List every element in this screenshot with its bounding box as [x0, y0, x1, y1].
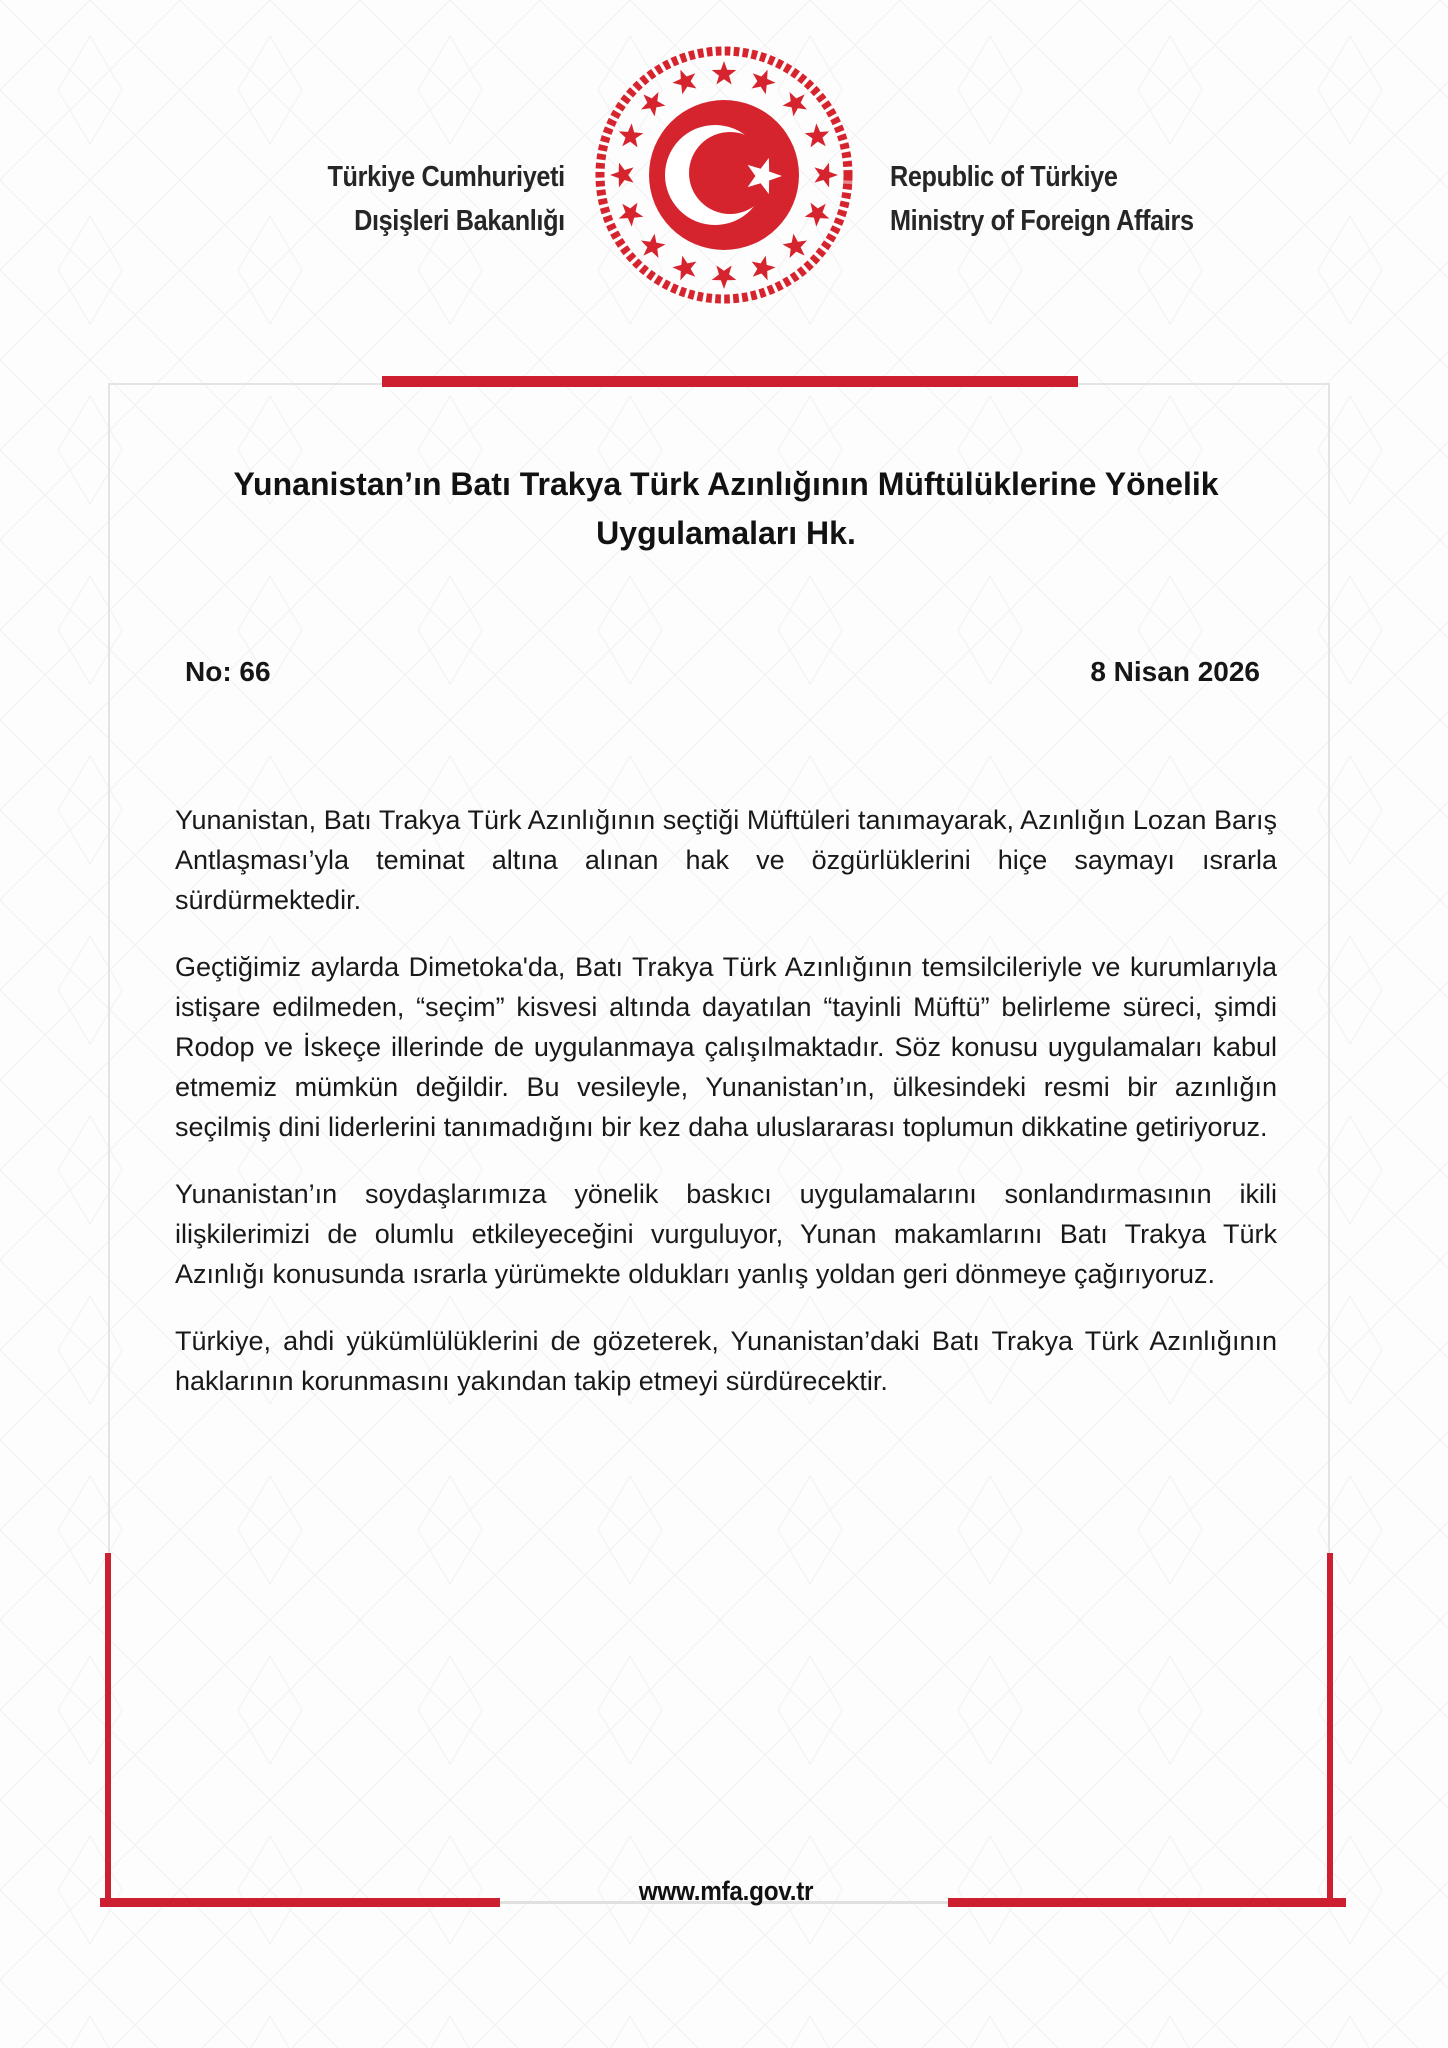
ministry-name-tr-line1: Türkiye Cumhuriyeti [327, 161, 565, 193]
footer-website-link[interactable]: www.mfa.gov.tr [638, 1876, 814, 1906]
body-paragraph: Yunanistan’ın soydaşlarımıza yönelik baskıcı uygulamalarını sonlandırmasının ikili ilişkilerimizi de olumlu etkileyeceğini vurguluyor, Yunan makamlarını Batı Trakya Türk Azınlığı konusunda ısrarla yürümekte oldukları yanlış yoldan geri dönmeye çağırıyoruz. [175, 1179, 1277, 1289]
ministry-name-en-line1: Republic of Türkiye [890, 161, 1118, 193]
footer-website [230, 1876, 1222, 1907]
release-number: No: 66 [185, 656, 271, 687]
document-title-line1: Yunanistan’ın Batı Trakya Türk Azınlığının Müftülüklerine Yönelik [233, 466, 1219, 502]
ministry-name-en-line2: Ministry of Foreign Affairs [890, 205, 1194, 237]
release-date: 8 Nisan 2026 [1090, 656, 1260, 687]
body-paragraph: Geçtiğimiz aylarda Dimetoka'da, Batı Trakya Türk Azınlığının temsilcileriyle ve kurumlarıyla istişare edilmeden, “seçim” kisvesi altında dayatılan “tayinli Müftü” belirleme süreci, şimdi Rodop ve İskeçe illerinde de uygulanmaya çalışılmaktadır. Söz konusu uygulamaları kabul etmemiz mümkün değildir. Bu vesileyle, Yunanistan’ın, ülkesindeki resmi bir azınlığın seçilmiş dini liderlerini tanımadığını bir kez daha uluslararası toplumun dikkatine getiriyoruz. [175, 952, 1277, 1142]
body-paragraphs [175, 800, 1277, 1428]
box-left-border [108, 383, 110, 1553]
box-right-red-border [1327, 1553, 1333, 1907]
mfa-emblem-icon [591, 42, 857, 308]
body-paragraph: Yunanistan, Batı Trakya Türk Azınlığının seçtiği Müftüleri tanımayarak, Azınlığın Lozan Barış Antlaşması’yla teminat altına alınan hak ve özgürlüklerini hiçe saymayı ısrarla sürdürmektedir. [175, 805, 1277, 915]
ministry-name-en [890, 155, 1194, 243]
document-title-line2: Uygulamaları Hk. [596, 515, 856, 551]
body-paragraph: Türkiye, ahdi yükümlülüklerini de gözeterek, Yunanistan’daki Batı Trakya Türk Azınlığının haklarının korunmasını yakından takip etmeyi sürdürecektir. [175, 1326, 1277, 1396]
ministry-name-tr [328, 155, 565, 243]
document-title [175, 460, 1277, 558]
box-right-border [1328, 383, 1330, 1553]
box-left-red-border [105, 1553, 111, 1907]
document-meta [185, 656, 1260, 688]
ministry-name-tr-line2: Dışişleri Bakanlığı [354, 205, 565, 237]
top-red-bar [382, 376, 1078, 387]
